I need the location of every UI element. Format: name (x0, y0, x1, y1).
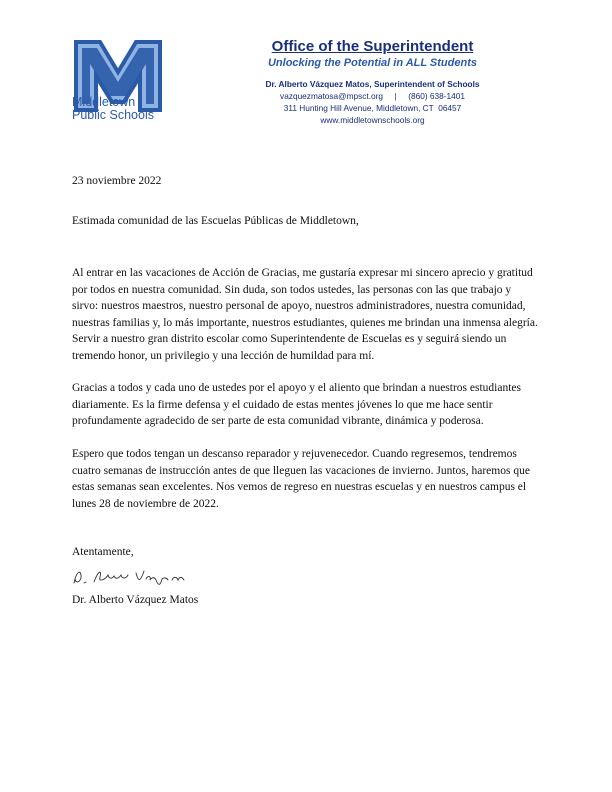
signatory-name: Dr. Alberto Vázquez Matos (72, 594, 199, 606)
closing: Atentamente, (72, 546, 134, 558)
paragraph-1: Al entrar en las vacaciones de Acción de Gracias, me gustaría expresar mi sincero aprecio y gratitud por todos en nuestra comunidad. Sin duda, son todos ustedes, las personas con las que trabajo y sirvo: nuestros maestros, nuestro personal de apoyo, nuestros administradores, nuestra comunidad, nuestras familias y, lo más importante, nuestros estudiantes, quienes me brindan una inmensa alegría. Servir a nuestro gran distrito escolar como Superintendente de Escuelas es y seguirá siendo un tremendo honor, un privilegio y una lección de humildad para mí. (72, 267, 538, 362)
logo-line-2: Public Schools (72, 108, 154, 122)
office-title: Office of the Superintendent (271, 38, 474, 55)
handwritten-signature (72, 565, 192, 589)
website-line: www.middletownschools.org (320, 115, 425, 125)
letterhead (200, 38, 545, 126)
paragraph-2: Gracias a todos y cada uno de ustedes por el apoyo y el aliento que brindan a nuestros estudiantes diariamente. Es la firme defensa y el cuidado de estas mentes jóvenes lo que me hace sentir profundamente agradecido de ser parte de esta comunidad vibrante, dinámica y poderosa. (72, 382, 522, 428)
contact-line: vazquezmatosa@mpsct.org | (860) 638-1401 (280, 91, 465, 101)
logo-wordmark (72, 96, 172, 122)
paragraph-3: Espero que todos tengan un descanso reparador y rejuvenecedor. Cuando regresemos, tendremos cuatro semanas de instrucción antes de que lleguen las vacaciones de invierno. Juntos, haremos que estas semanas sean excelentes. Nos vemos de regreso en nuestras escuelas y en nuestros campus el lunes 28 de noviembre de 2022. (72, 448, 530, 510)
superintendent-name: Dr. Alberto Vázquez Matos, Superintendent of Schools (265, 79, 480, 89)
letter-greeting: Estimada comunidad de las Escuelas Públicas de Middletown, (72, 215, 359, 227)
address-line: 311 Hunting Hill Avenue, Middletown, CT 06457 (283, 103, 462, 113)
logo-line-1: Middletown (72, 95, 136, 109)
tagline: Unlocking the Potential in ALL Students (267, 57, 477, 69)
letter-date: 23 noviembre 2022 (72, 175, 162, 187)
